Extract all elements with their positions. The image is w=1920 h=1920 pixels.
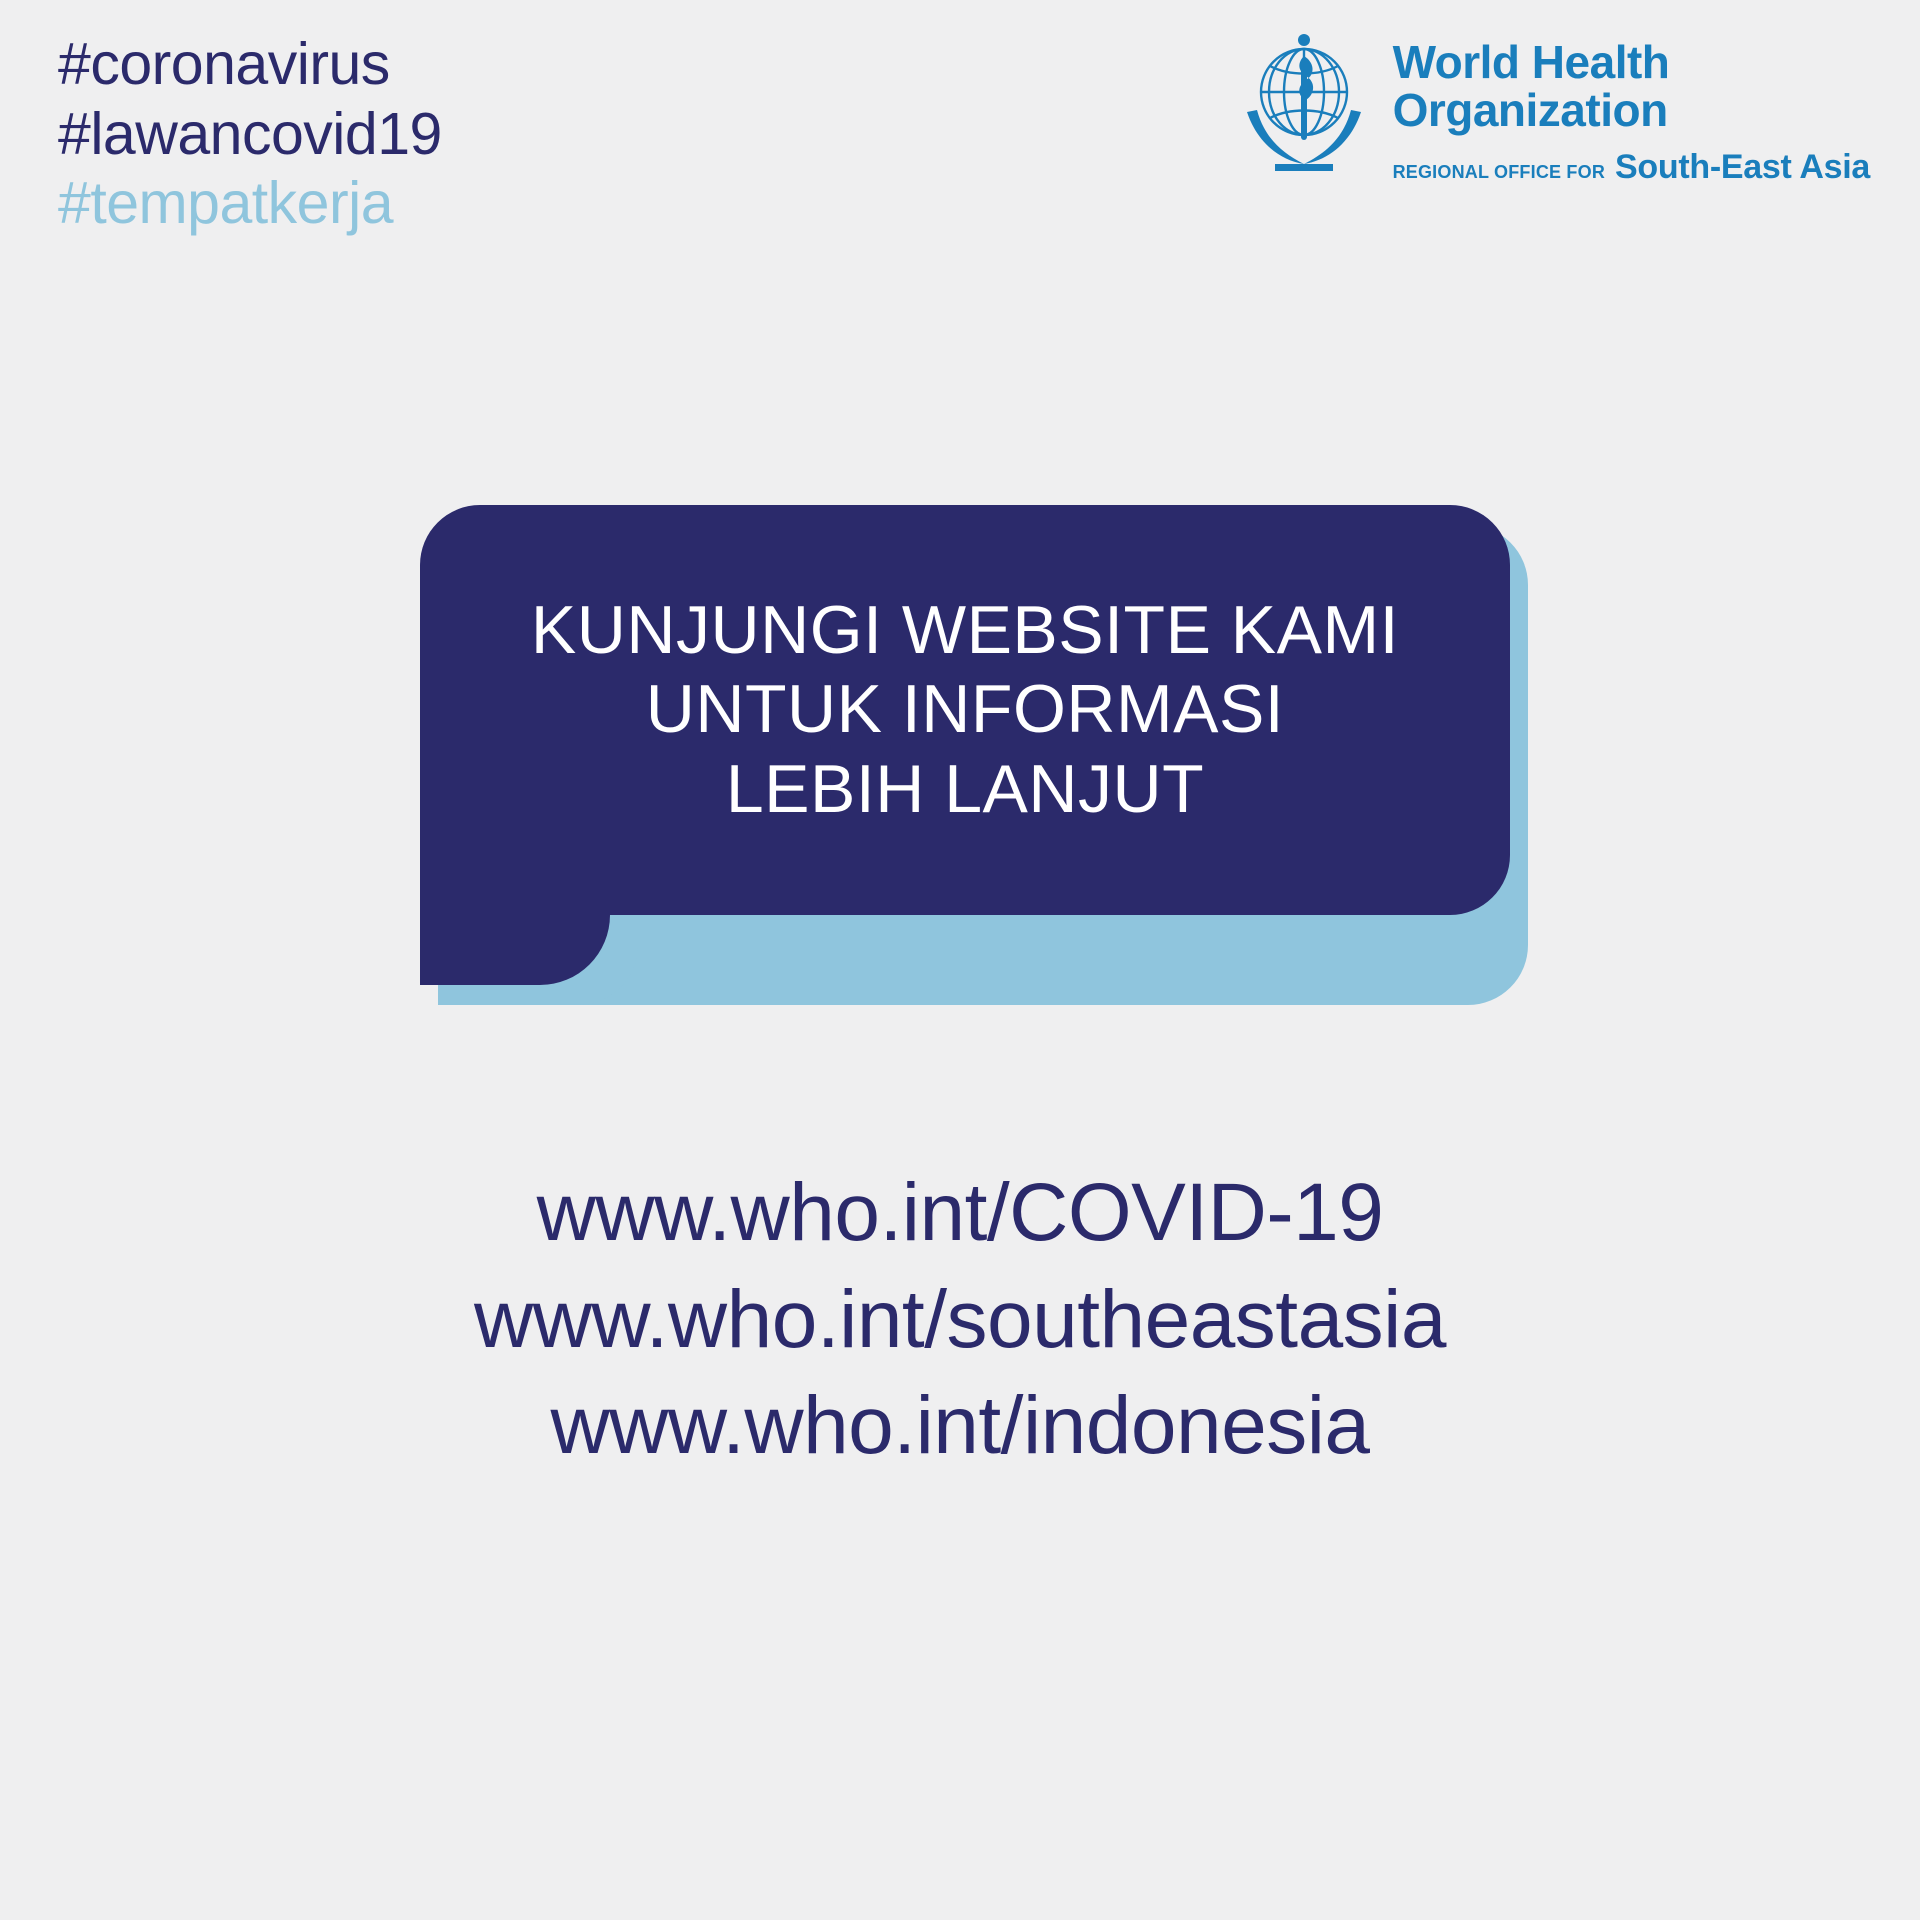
who-region-name: South-East Asia <box>1615 147 1870 186</box>
bubble-line-2: UNTUK INFORMASI <box>645 671 1285 748</box>
who-regional-label: REGIONAL OFFICE FOR <box>1392 161 1606 182</box>
speech-bubble <box>420 505 1510 1015</box>
bubble-line-1: KUNJUNGI WEBSITE KAMI <box>530 591 1400 668</box>
hashtag-tempatkerja: #tempatkerja <box>58 170 394 237</box>
who-logo <box>1229 26 1870 187</box>
who-wordmark-line1: World Health <box>1392 36 1670 88</box>
url-covid19[interactable]: www.who.int/COVID-19 <box>536 1167 1384 1258</box>
who-wordmark <box>1393 26 1870 187</box>
url-list <box>0 1160 1920 1480</box>
who-emblem-icon <box>1229 26 1379 176</box>
hashtag-coronavirus: #coronavirus <box>58 31 390 97</box>
bubble-line-3: LEBIH LANJUT <box>725 750 1205 827</box>
who-wordmark-line2: Organization <box>1392 84 1668 137</box>
hashtag-block <box>58 30 442 239</box>
who-regional-line <box>1393 148 1870 187</box>
url-indonesia[interactable]: www.who.int/indonesia <box>550 1380 1370 1472</box>
hashtag-lawancovid19: #lawancovid19 <box>58 100 442 167</box>
speech-bubble-text <box>420 505 1510 915</box>
url-southeastasia[interactable]: www.who.int/southeastasia <box>473 1273 1447 1365</box>
